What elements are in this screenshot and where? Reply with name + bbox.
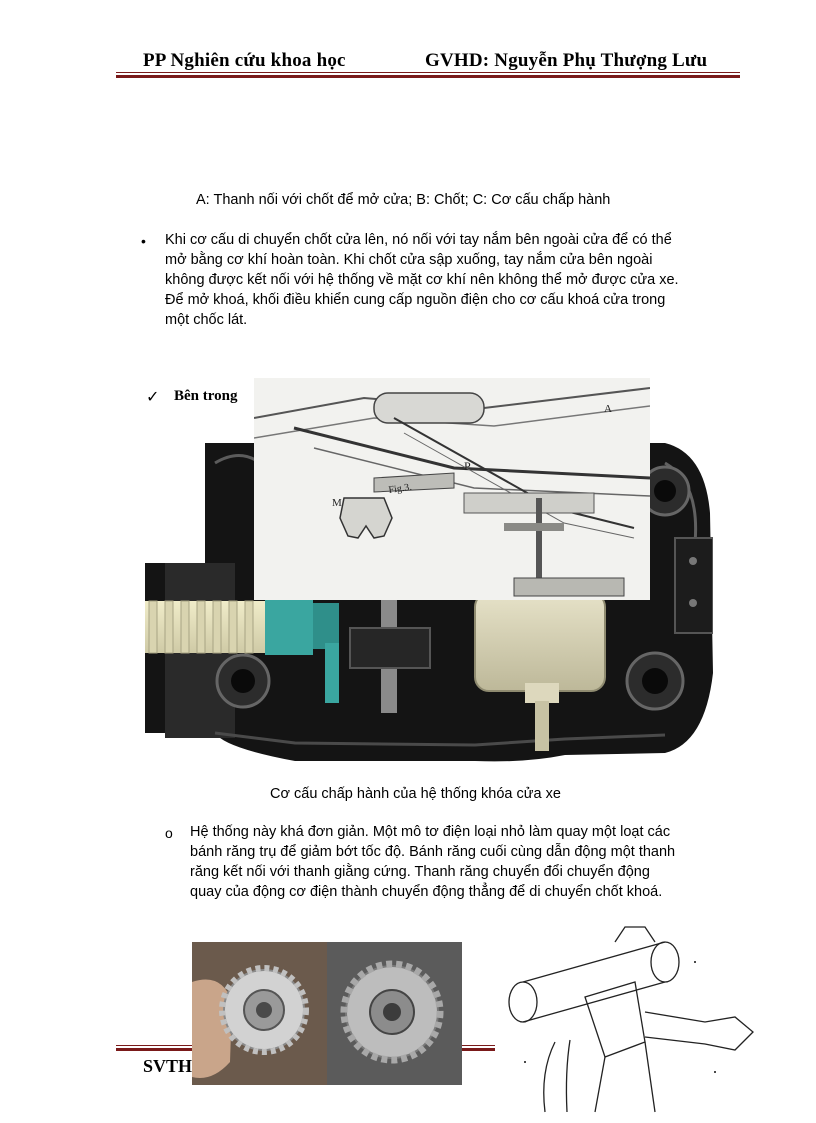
paragraph2-line: quay của động cơ điện thành chuyển động thẳng để di chuyển chốt khoá. [190, 884, 663, 900]
label-fig: Fig.3. [387, 481, 413, 496]
label-a: A [604, 403, 612, 415]
check-icon: ✓ [146, 389, 160, 406]
paragraph2 [190, 822, 740, 902]
paragraph1-line: mở bằng cơ khí hoàn toàn. Khi chốt cửa sập xuống, tay nắm cửa bên ngoài [165, 252, 653, 268]
paragraph1-line: một chốc lát. [165, 312, 248, 328]
paragraph1-line: Khi cơ cấu di chuyển chốt cửa lên, nó nối với tay nắm bên ngoài cửa để có thể [165, 232, 672, 248]
label-p: P [464, 459, 471, 473]
figure2-caption: Cơ cấu chấp hành của hệ thống khóa cửa xe [270, 786, 561, 802]
gear-photo [192, 942, 462, 1085]
paragraph2-bullet: o [165, 825, 173, 841]
label-m: M [332, 497, 342, 509]
paragraph1 [165, 230, 740, 330]
paragraph1-line: không được kết nối với hệ thống về mặt cơ khí nên không thể mở được cửa xe. [165, 272, 679, 288]
paragraph1-bullet: • [141, 233, 146, 249]
paragraph2-line: bánh răng trụ để giảm bớt tốc độ. Bánh răng cuối cùng dẫn động một thanh [190, 844, 676, 860]
paragraph1-line: Để mở khoá, khối điều khiển cung cấp nguồn điện cho cơ cấu khoá cửa trong [165, 292, 666, 308]
paragraph2-line: răng kết nối với thanh giằng cứng. Thanh răng chuyển đổi chuyển động [190, 864, 650, 880]
lock-drawing [495, 922, 760, 1122]
header-rule-thin [116, 72, 740, 73]
section-title: Bên trong [174, 388, 238, 404]
paragraph2-line: Hệ thống này khá đơn giản. Một mô tơ điện loại nhỏ làm quay một loạt các [190, 824, 671, 840]
latch-diagram [254, 378, 650, 600]
figure1-caption: A: Thanh nối với chốt để mở cửa; B: Chốt; C: Cơ cấu chấp hành [196, 192, 611, 208]
header-rule-thick [116, 75, 740, 78]
header-left: PP Nghiên cứu khoa học [143, 50, 346, 71]
header-right: GVHD: Nguyễn Phụ Thượng Lưu [425, 50, 708, 71]
footer-left: SVTH [143, 1056, 193, 1076]
